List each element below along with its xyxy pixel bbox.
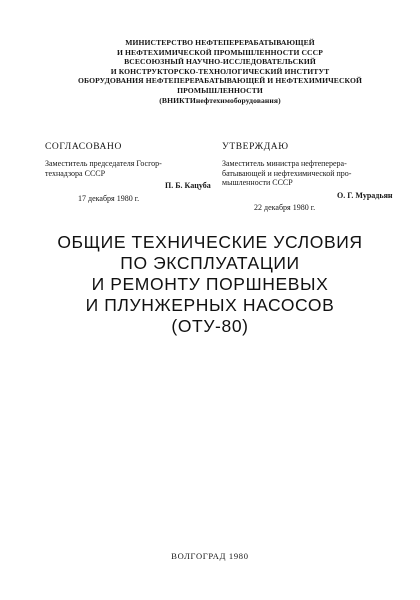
organization-header (70, 38, 370, 105)
approved-position-line: мышленности СССР (222, 178, 293, 188)
agreed-position-line: технадзора СССР (45, 168, 106, 178)
organization-line: ВСЕСОЮЗНЫЙ НАУЧНО-ИССЛЕДОВАТЕЛЬСКИЙ (124, 57, 316, 67)
document-title (40, 232, 380, 337)
title-line: И РЕМОНТУ ПОРШНЕВЫХ (91, 274, 329, 294)
title-line: И ПЛУНЖЕРНЫХ НАСОСОВ (85, 295, 335, 315)
approved-position-line: батывающей и нефтехимической про- (222, 168, 352, 178)
agreed-signatory: П. Б. Кацуба (165, 181, 211, 191)
agreed-position-line: Заместитель председателя Госгор- (45, 159, 162, 169)
title-line: ПО ЭКСПЛУАТАЦИИ (120, 253, 300, 273)
title-code: (ОТУ-80) (171, 316, 249, 336)
organization-line: И КОНСТРУКТОРСКО-ТЕХНОЛОГИЧЕСКИЙ ИНСТИТУТ (110, 66, 330, 76)
organization-line: ПРОМЫШЛЕННОСТИ (177, 85, 263, 95)
agreed-heading: СОГЛАСОВАНО (45, 142, 122, 152)
organization-line: И НЕФТЕХИМИЧЕСКОЙ ПРОМЫШЛЕННОСТИ СССР (117, 47, 323, 57)
approved-position-line: Заместитель министра нефтеперера- (222, 159, 347, 169)
approved-block (222, 142, 393, 213)
approved-date: 22 декабря 1980 г. (254, 203, 316, 213)
imprint-place-year: ВОЛГОГРАД 1980 (171, 551, 249, 561)
agreed-date: 17 декабря 1980 г. (78, 193, 140, 203)
approved-signatory: О. Г. Мурадьян (337, 190, 393, 200)
organization-line: МИНИСТЕРСТВО НЕФТЕПЕРЕРАБАТЫВАЮЩЕЙ (125, 38, 315, 47)
organization-line: ОБОРУДОВАНИЯ НЕФТЕПЕРЕРАБАТЫВАЮЩЕЙ И НЕФТЕХИМИЧЕСКОЙ (78, 76, 362, 86)
organization-abbreviation: (ВНИКТИнефтехимоборудования) (159, 95, 281, 105)
approved-heading: УТВЕРЖДАЮ (222, 142, 289, 152)
title-line: ОБЩИЕ ТЕХНИЧЕСКИЕ УСЛОВИЯ (57, 232, 363, 252)
agreed-block (45, 142, 211, 203)
